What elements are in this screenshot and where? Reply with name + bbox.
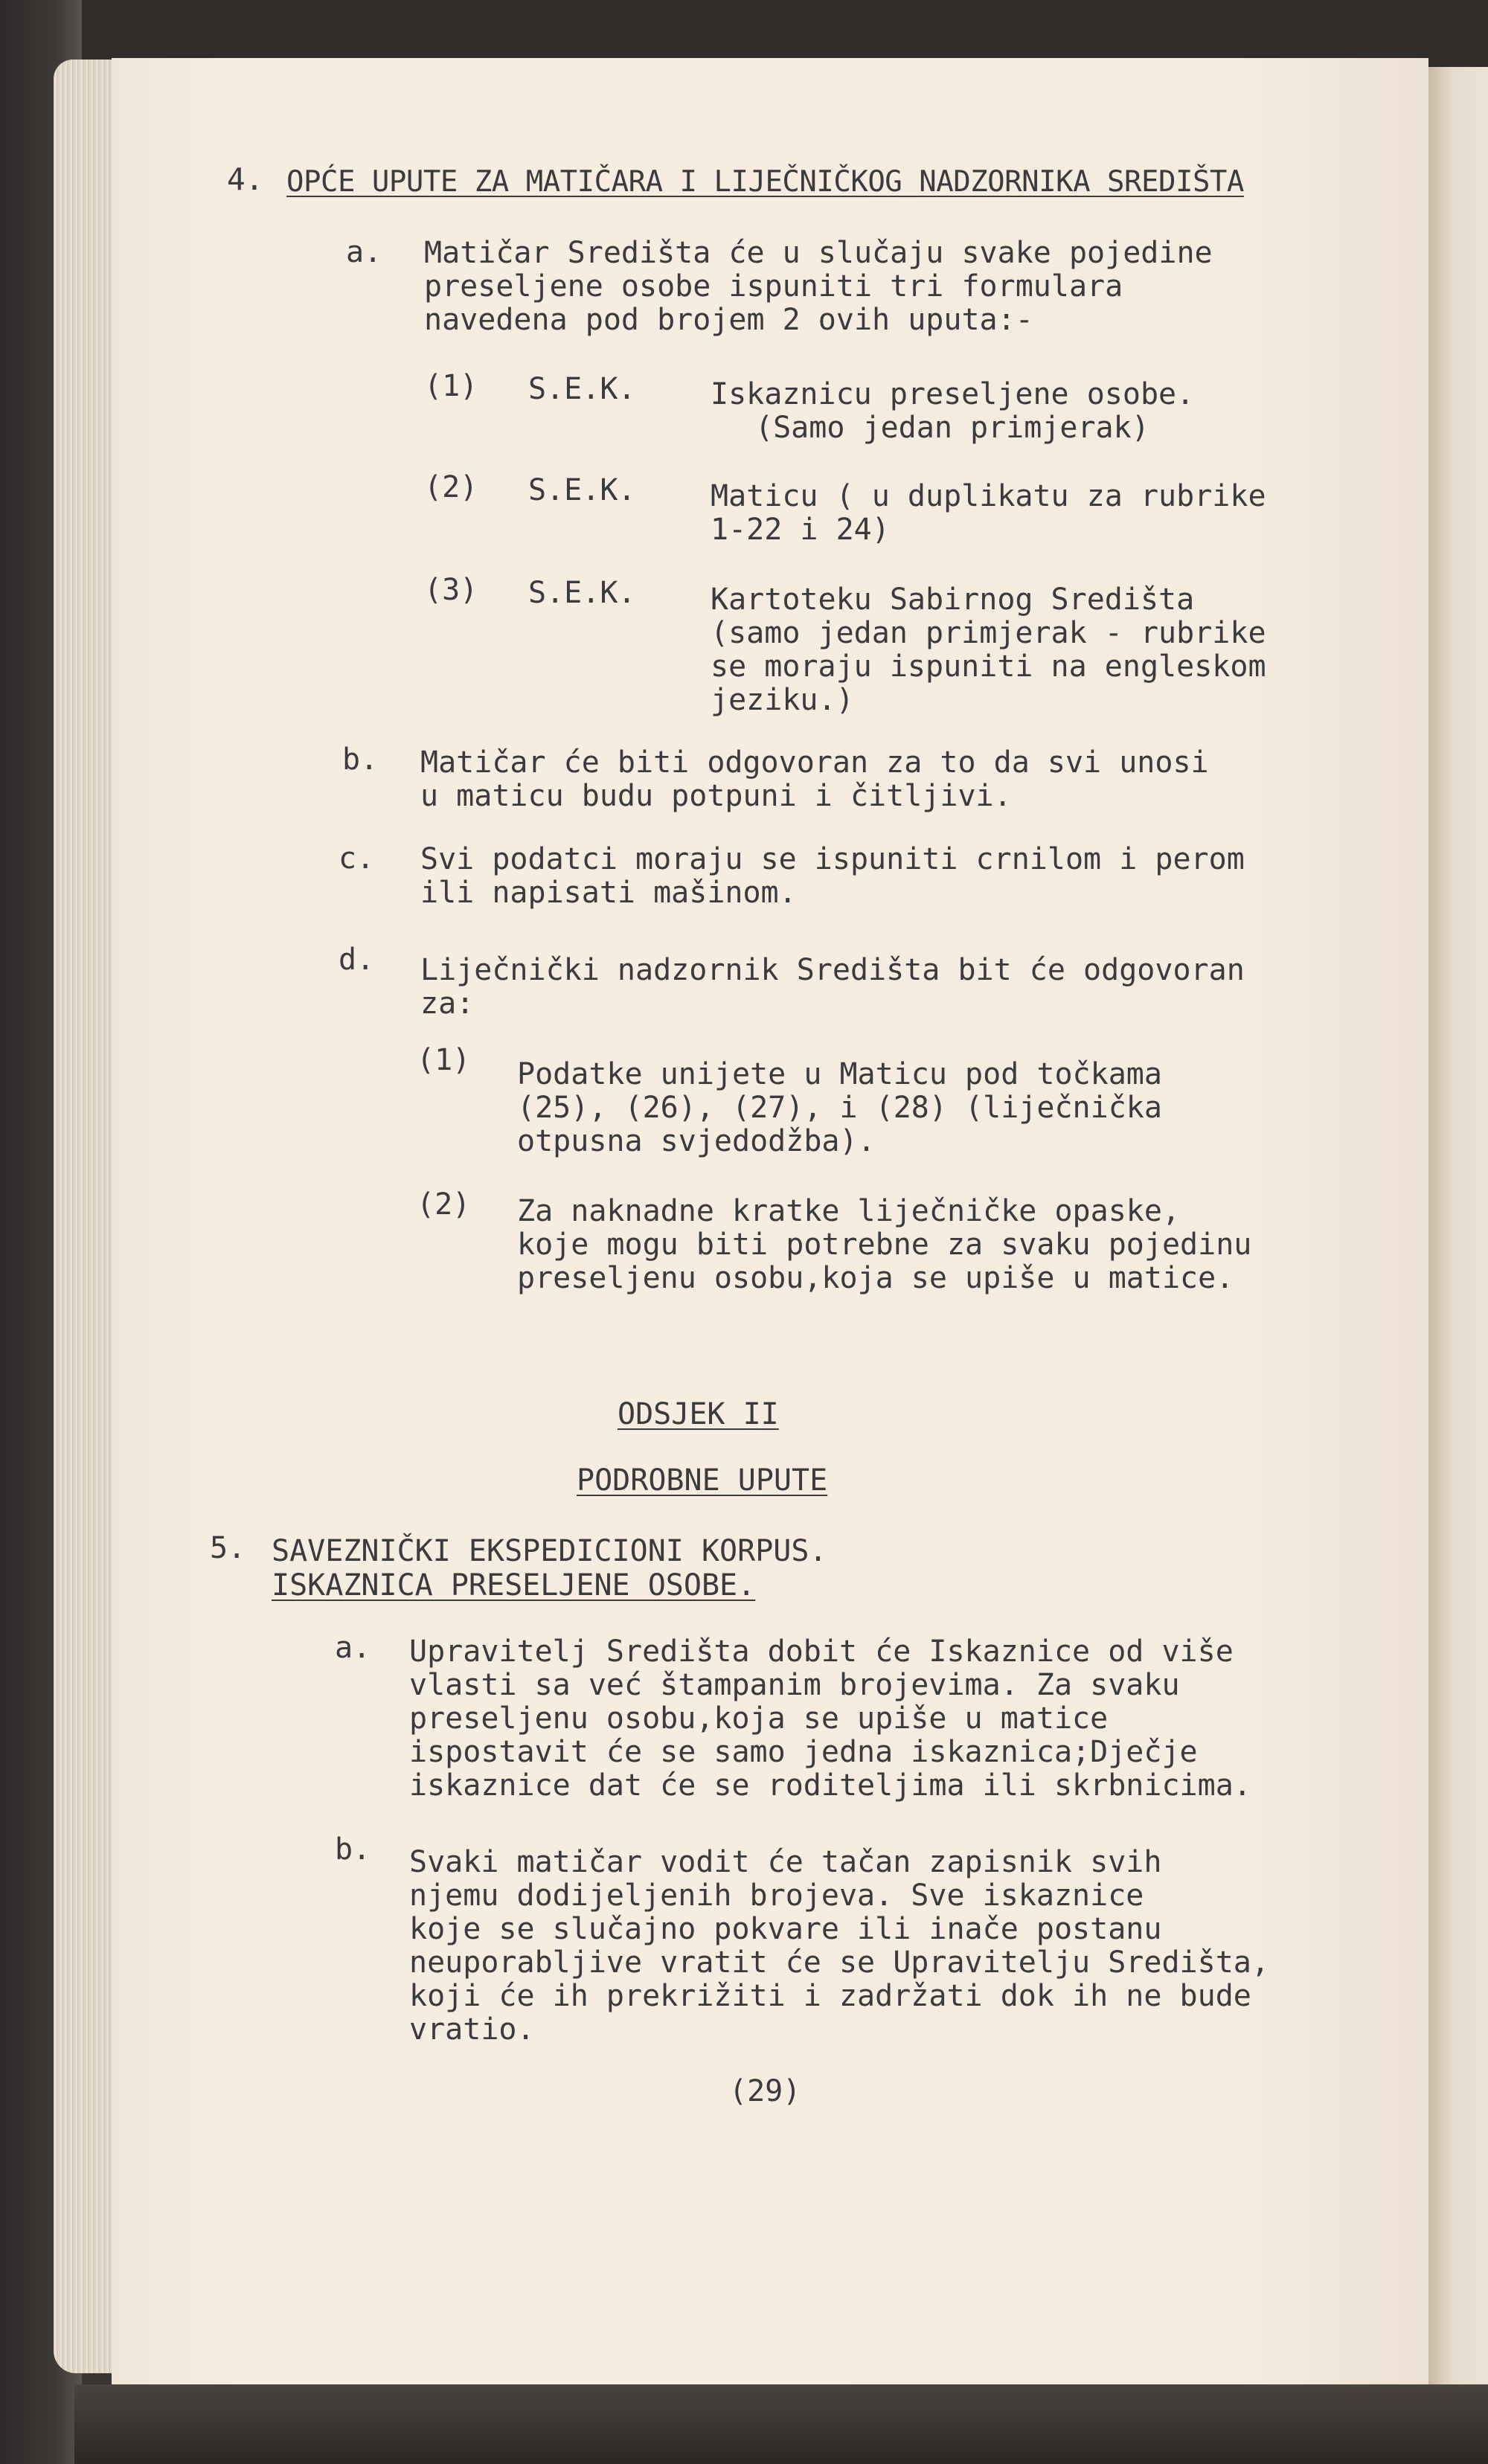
item-4d-label: d. — [339, 943, 375, 977]
item-4a1-text: Iskaznicu preseljene osobe. (Samo jedan primjerak) — [711, 377, 1195, 445]
item-4a3-code: S.E.K. — [528, 576, 636, 610]
item-4a1-number: (1) — [424, 369, 478, 403]
section-5-heading-line1: SAVEZNIČKI EKSPEDICIONI KORPUS. — [272, 1534, 827, 1568]
item-4a3-number: (3) — [424, 573, 478, 607]
item-4b-text: Matičar će biti odgovoran za to da svi unosi u maticu budu potpuni i čitljivi. — [420, 745, 1209, 813]
item-4a-label: a. — [346, 235, 382, 269]
item-4d-text: Liječnički nadzornik Središta bit će odgovoran za: — [420, 953, 1245, 1021]
background-top — [0, 0, 1488, 67]
section-title: ODSJEK II — [618, 1397, 779, 1431]
item-4d1-text: Podatke unijete u Maticu pod točkama (25), (26), (27), i (28) (liječnička otpusna svjedodžba). — [517, 1057, 1162, 1158]
item-4b-label: b. — [342, 742, 379, 777]
item-4c-text: Svi podatci moraju se ispuniti crnilom i perom ili napisati mašinom. — [420, 842, 1245, 910]
section-5-number: 5. — [210, 1531, 246, 1565]
item-5b-text: Svaki matičar vodit će tačan zapisnik svih njemu dodijeljenih brojeva. Sve iskaznice koje se slučajno pokvare ili inače postanu neuporabljive vratit će se Upravitelju Središta, koji će ih prekrižiti i zadržati dok ih ne bude vratio. — [409, 1845, 1269, 2047]
background-bottom — [74, 2384, 1488, 2464]
item-4a2-number: (2) — [424, 470, 478, 504]
section-4-heading: OPĆE UPUTE ZA MATIČARA I LIJEČNIČKOG NADZORNIKA SREDIŠTA — [286, 165, 1244, 199]
item-4d2-number: (2) — [417, 1187, 471, 1222]
item-4d1-number: (1) — [417, 1043, 471, 1077]
item-4a2-text: Maticu ( u duplikatu za rubrike 1-22 i 24) — [711, 479, 1266, 547]
item-5a-text: Upravitelj Središta dobit će Iskaznice od više vlasti sa već štampanim brojevima. Za svaku preseljenu osobu,koja se upiše u matice ispostavit će se samo jedna iskaznica;Dječje iskaznice dat će se roditeljima ili skrbnicima. — [409, 1634, 1251, 1803]
item-5a-label: a. — [335, 1631, 371, 1665]
item-4a2-code: S.E.K. — [528, 473, 636, 507]
page-number: (29) — [729, 2074, 801, 2108]
item-4d2-text: Za naknadne kratke liječničke opaske, koje mogu biti potrebne za svaku pojedinu preseljenu osobu,koja se upiše u matice. — [517, 1194, 1252, 1295]
section-4-number: 4. — [227, 161, 264, 197]
section-subtitle: PODROBNE UPUTE — [577, 1463, 828, 1498]
item-4a1-code: S.E.K. — [528, 372, 636, 406]
facing-page-edge — [1428, 67, 1488, 2403]
item-4c-label: c. — [339, 841, 375, 876]
item-5b-label: b. — [335, 1832, 371, 1867]
item-4a3-text: Kartoteku Sabirnog Središta (samo jedan primjerak - rubrike se moraju ispuniti na engleskom jeziku.) — [711, 583, 1266, 717]
item-4a-text: Matičar Središta će u slučaju svake pojedine preseljene osobe ispuniti tri formulara navedena pod brojem 2 ovih uputa:- — [424, 236, 1213, 337]
section-5-heading-line2: ISKAZNICA PRESELJENE OSOBE. — [272, 1568, 756, 1602]
